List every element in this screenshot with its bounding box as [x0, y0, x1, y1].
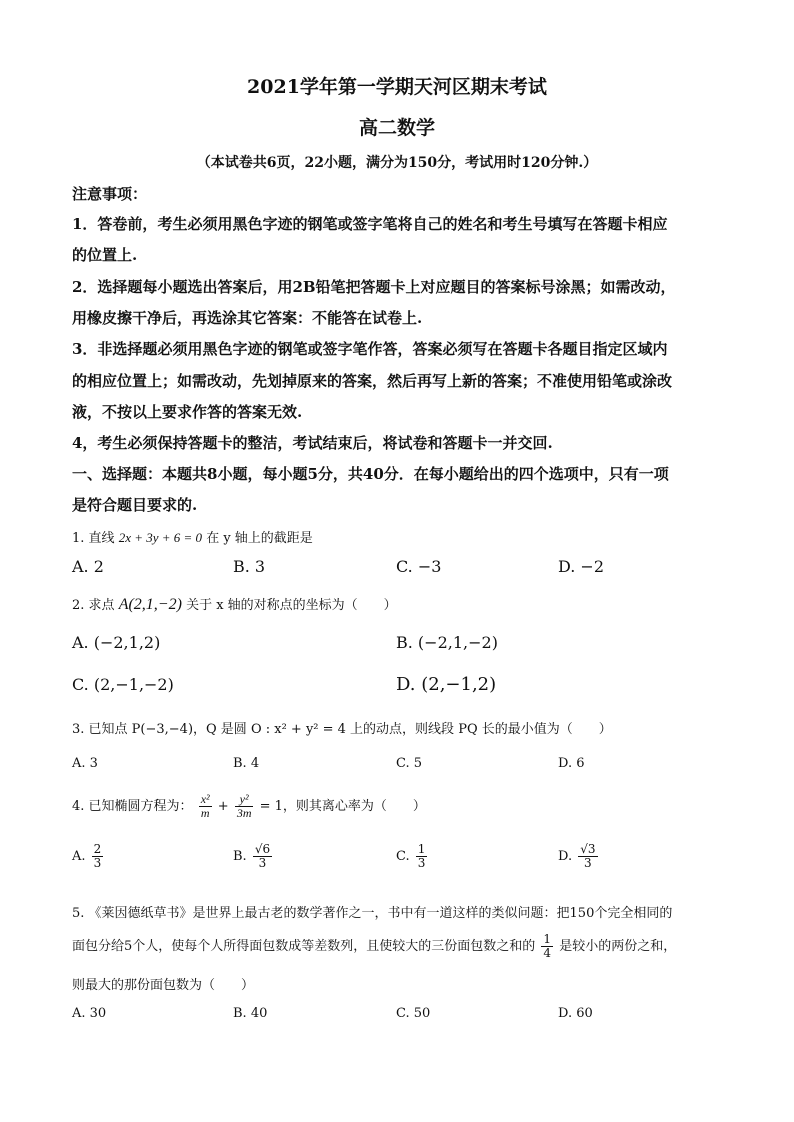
q1-option-b: B. 3: [233, 557, 266, 576]
q2-option-d: D. (2,−1,2): [396, 674, 497, 695]
q4-option-fraction: [92, 843, 104, 870]
q4-option-label: A.: [72, 849, 86, 865]
q5-option-a: A. 30: [72, 1006, 107, 1021]
notice-line: 4，考生必须保持答题卡的整洁，考试结束后，将试卷和答题卡一并交回.: [72, 434, 553, 452]
notice-line: 液，不按以上要求作答的答案无效.: [72, 403, 303, 421]
q5-option-d: D. 60: [558, 1006, 593, 1021]
q1-option-a: A. 2: [72, 557, 104, 576]
q4-option-a: [72, 843, 105, 870]
question-5-line-1: 5. 《莱因德纸草书》是世界上最古老的数学著作之一，书中有一道这样的类似问题：把150个完全相同的: [72, 906, 673, 921]
q3-option-b: B. 4: [233, 756, 260, 771]
q5-text: 是较小的两份之和，: [559, 939, 677, 955]
q4-option-den: 3: [417, 856, 426, 871]
q4-option-label: C.: [396, 849, 410, 865]
notice-line: 用橡皮擦干净后，再选涂其它答案：不能答在试卷上.: [72, 309, 423, 327]
notice-line: 2．选择题每小题选出答案后，用2B铅笔把答题卡上对应题目的答案标号涂黑；如需改动，: [72, 278, 676, 296]
q4-fraction-y: [235, 793, 254, 820]
q2-option-c: C. (2,−1,−2): [72, 675, 174, 694]
exam-note: （本试卷共6页，22小题，满分为150分，考试用时120分钟.）: [196, 155, 598, 171]
q4-option-d: [558, 843, 600, 870]
q4-fraction-y-num: y²: [235, 793, 254, 807]
notice-line: 3．非选择题必须用黑色字迹的钢笔或签字笔作答，答案必须写在答题卡各题目指定区域内: [72, 340, 668, 358]
question-1: [72, 527, 732, 546]
q3-option-c: C. 5: [396, 756, 423, 771]
exam-title: 2021学年第一学期天河区期末考试: [247, 76, 547, 98]
q4-fraction-x-den: m: [200, 806, 210, 821]
q4-option-label: D.: [558, 849, 573, 865]
section-heading-cont: 是符合题目要求的.: [72, 496, 198, 514]
q4-option-b: [233, 843, 274, 870]
q4-option-num: 1: [417, 842, 426, 856]
question-4: [72, 793, 732, 820]
q4-option-den: 3: [584, 856, 592, 871]
q2-suffix: 关于 x 轴的对称点的坐标为（ ）: [186, 598, 397, 613]
q4-option-den: 3: [93, 856, 102, 871]
q1-equation: 2x + 3y + 6 = 0: [118, 530, 203, 545]
notice-heading: 注意事项：: [72, 185, 148, 203]
q3-option-a: A. 3: [72, 756, 98, 771]
question-5-line-3: 则最大的那份面包数为（ ）: [72, 978, 255, 993]
q5-fraction-num: 1: [543, 932, 552, 946]
q2-option-b: B. (−2,1,−2): [396, 633, 498, 652]
q4-fraction-x: [199, 793, 212, 820]
q4-plus: +: [217, 799, 229, 815]
q5-fraction-den: 4: [543, 946, 552, 961]
q1-prefix: 1. 直线: [72, 531, 115, 546]
question-2: [72, 594, 732, 614]
q1-suffix: 在 y 轴上的截距是: [206, 531, 313, 546]
q5-fraction: [541, 933, 553, 960]
q1-option-c: C. −3: [396, 557, 442, 576]
q2-point: A(2,1,−2): [118, 596, 182, 613]
q4-fraction-y-den: 3m: [236, 806, 252, 821]
exam-subject: 高二数学: [358, 117, 435, 139]
q4-option-fraction: [578, 843, 597, 870]
notice-line: 1．答卷前，考生必须用黑色字迹的钢笔或签字笔将自己的姓名和考生号填写在答题卡相应: [72, 215, 668, 233]
q4-option-label: B.: [233, 849, 247, 865]
q5-text: 面包分给5个人，使每个人所得面包数成等差数列，且使较大的三份面包数之和的: [72, 939, 536, 955]
q3-option-d: D. 6: [558, 756, 585, 771]
q4-option-den: 3: [258, 856, 267, 871]
question-5-line-2: [72, 933, 732, 960]
q1-option-d: D. −2: [558, 557, 605, 576]
q4-fraction-x-num: x²: [200, 792, 210, 806]
section-heading: 一、选择题：本题共8小题，每小题5分，共40分．在每小题给出的四个选项中，只有一项: [72, 465, 669, 483]
q5-option-c: C. 50: [396, 1006, 431, 1021]
q4-option-fraction: [416, 843, 428, 870]
q5-option-b: B. 40: [233, 1006, 268, 1021]
q4-option-fraction: [253, 843, 272, 870]
q4-option-num: 2: [93, 842, 102, 856]
question-3: 3. 已知点 P(−3,−4)，Q 是圆 O : x² + y² = 4 上的动点，则线段 PQ 长的最小值为（ ）: [72, 722, 612, 737]
q4-option-num: √6: [254, 842, 271, 856]
notice-line: 的位置上.: [72, 246, 138, 264]
q2-prefix: 2. 求点: [72, 598, 115, 613]
q4-suffix: = 1，则其离心率为（ ）: [259, 799, 426, 815]
notice-line: 的相应位置上；如需改动，先划掉原来的答案，然后再写上新的答案；不准使用铅笔或涂改: [72, 372, 673, 390]
q4-option-c: [396, 843, 429, 870]
q2-option-a: A. (−2,1,2): [72, 633, 161, 652]
q4-prefix: 4. 已知椭圆方程为：: [72, 799, 193, 815]
q4-option-num: √3: [580, 842, 596, 856]
